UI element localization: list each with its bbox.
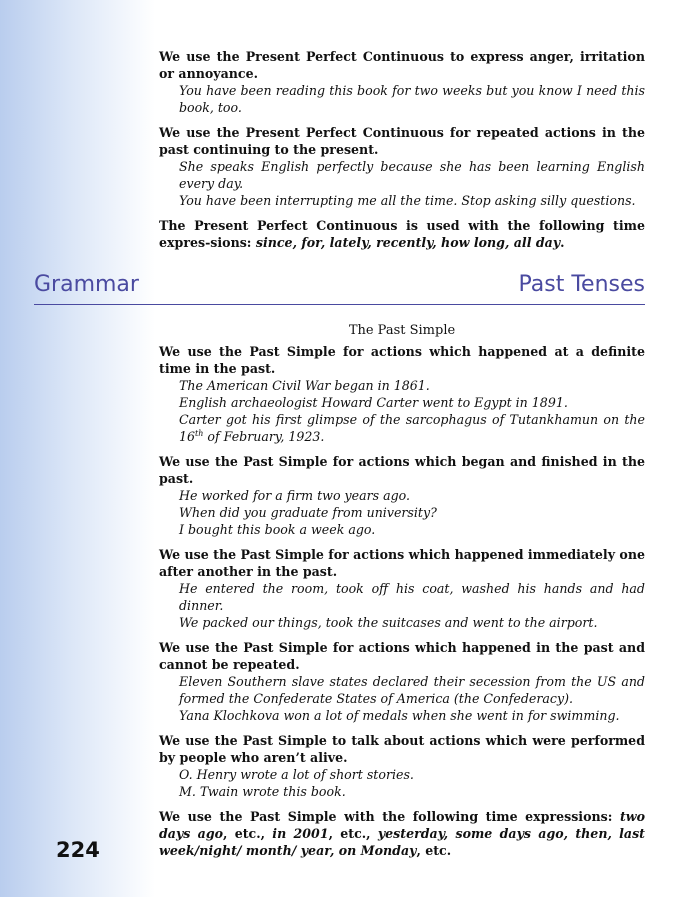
past-simple-section <box>159 322 645 867</box>
section-header <box>34 270 645 305</box>
rule-text: We use the Past Simple to talk about actions which were performed by people who aren’t alive. <box>159 733 645 765</box>
header-topic: Past Tenses <box>518 272 645 297</box>
example-text <box>159 411 645 445</box>
example-text: When did you graduate from university? <box>179 505 437 520</box>
separator: , etc., <box>223 826 273 841</box>
present-perfect-continuous-section <box>159 48 645 259</box>
rule-block <box>159 124 645 209</box>
example-text: The American Civil War began in 1861. <box>179 378 430 393</box>
rule-text: We use the Past Simple with the following time expressions: <box>159 809 620 824</box>
date-suffix: th <box>195 428 204 438</box>
rule-block <box>159 48 645 116</box>
time-expressions-list: since, for, lately, recently, how long, all day <box>255 235 561 250</box>
rule-block <box>159 808 645 859</box>
date-day: 16 <box>179 429 196 444</box>
example-text: English archaeologist Howard Carter went to Egypt in 1891. <box>179 395 568 410</box>
example-text: O. Henry wrote a lot of short stories. <box>179 767 414 782</box>
rule-text: We use the Present Perfect Continuous for repeated actions in the past continuing to the present. <box>159 125 645 157</box>
example-text: M. Twain wrote this book. <box>179 784 346 799</box>
example-text: He entered the room, took off his coat, washed his hands and had dinner. <box>179 581 645 613</box>
rule-block <box>159 453 645 538</box>
rule-text: The Present Perfect Continuous is used with the following time expres-sions: <box>159 218 645 250</box>
time-expression: yesterday, some days ago, then, last week/night/ month/ year, on Monday <box>159 826 646 858</box>
header-grammar: Grammar <box>34 272 139 297</box>
rule-text: We use the Past Simple for actions which began and finished in the past. <box>159 454 645 486</box>
example-text: She speaks English perfectly because she has been learning English every day. <box>179 159 645 191</box>
time-expressions-rule <box>159 217 645 251</box>
example-text: He worked for a firm two years ago. <box>179 488 411 503</box>
rule-text: We use the Present Perfect Continuous to express anger, irritation or annoyance. <box>159 49 645 81</box>
date-rest: of February, 1923. <box>203 429 325 444</box>
rule-block <box>159 343 645 445</box>
page-number: 224 <box>56 838 100 862</box>
example-text: You have been interrupting me all the time. Stop asking silly questions. <box>179 193 636 208</box>
time-expressions-rule <box>159 808 645 859</box>
rule-text: We use the Past Simple for actions which happened at a definite time in the past. <box>159 344 645 376</box>
rule-block <box>159 732 645 800</box>
example-text: I bought this book a week ago. <box>179 522 376 537</box>
rule-end: . <box>560 235 565 250</box>
rule-end: , etc. <box>416 843 452 858</box>
rule-text: We use the Past Simple for actions which happened in the past and cannot be repeated. <box>159 640 645 672</box>
example-text: Carter got his first glimpse of the sarcophagus of Tutankhamun on the <box>179 412 645 427</box>
page-margin-gradient <box>0 0 155 897</box>
rule-block <box>159 546 645 631</box>
section-title: The Past Simple <box>348 323 456 338</box>
rule-block <box>159 217 645 251</box>
rule-text: We use the Past Simple for actions which happened immediately one after another in the past. <box>159 547 645 579</box>
example-text: You have been reading this book for two weeks but you know I need this book, too. <box>179 83 645 115</box>
time-expression: in 2001 <box>272 826 329 841</box>
example-text: We packed our things, took the suitcases and went to the airport. <box>179 615 598 630</box>
time-expression: two days ago <box>159 809 645 841</box>
separator: , etc., <box>328 826 378 841</box>
example-text: Eleven Southern slave states declared their secession from the US and formed the Confederate States of America (the Confederacy). <box>179 674 645 706</box>
rule-block <box>159 639 645 724</box>
example-text: Yana Klochkova won a lot of medals when she went in for swimming. <box>179 708 620 723</box>
